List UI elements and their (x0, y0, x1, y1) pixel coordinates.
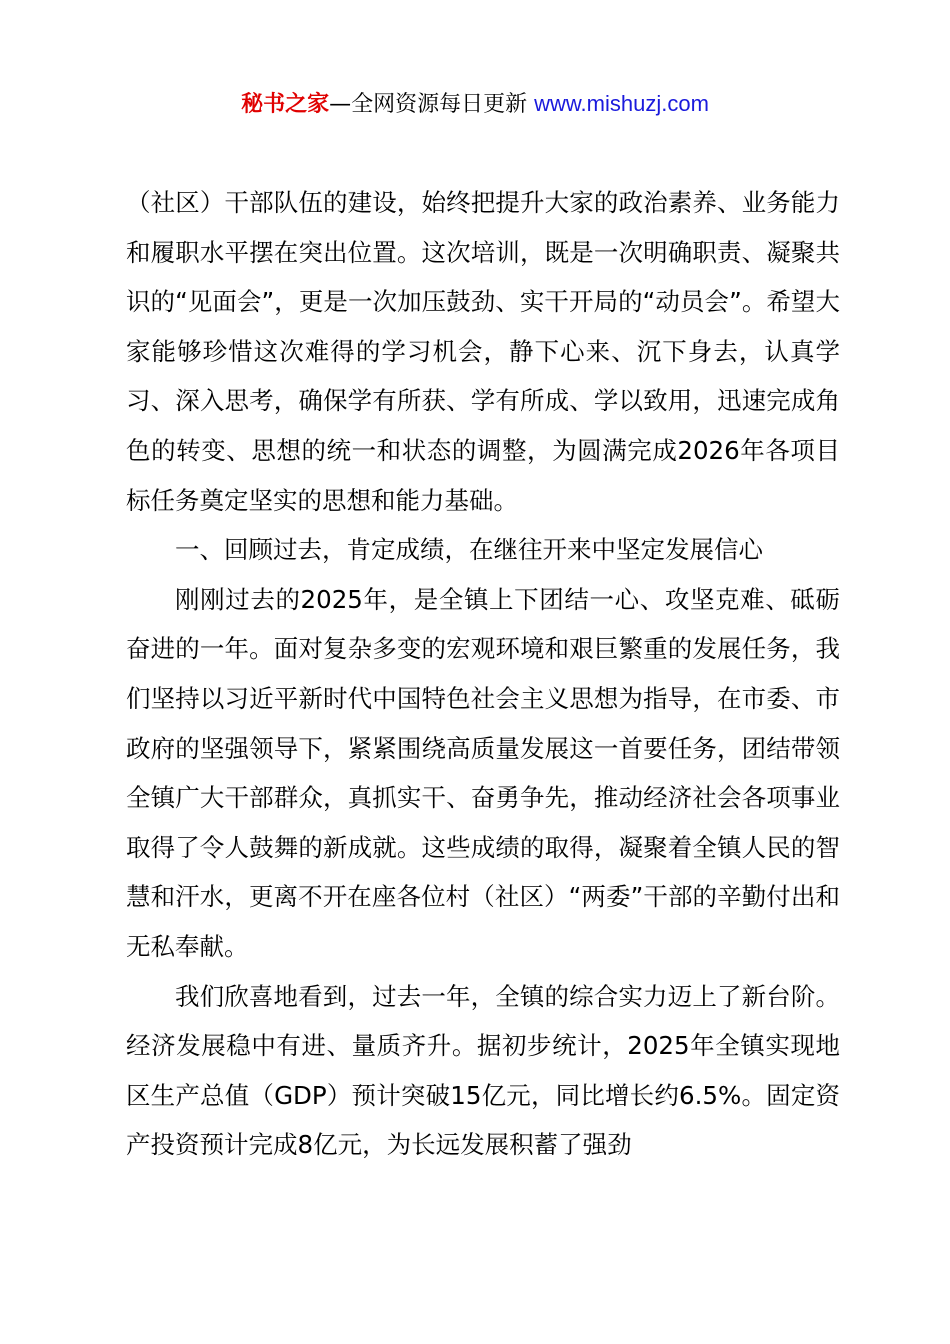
document-body (126, 178, 840, 1170)
brand-name: 秘书之家 (241, 92, 330, 117)
site-url-link[interactable]: www.mishuzj.com (534, 91, 709, 116)
page-header (0, 88, 950, 121)
paragraph-continuation: （社区）干部队伍的建设，始终把提升大家的政治素养、业务能力和履职水平摆在突出位置。这次培训，既是一次明确职责、凝聚共识的“见面会”，更是一次加压鼓劲、实干开局的“动员会”。希望大家能够珍惜这次难得的学习机会，静下心来、沉下身去，认真学习、深入思考，确保学有所获、学有所成、学以致用，迅速完成角色的转变、思想的统一和状态的调整，为圆满完成2026年各项目标任务奠定坚实的思想和能力基础。 (126, 188, 840, 515)
paragraph: 我们欣喜地看到，过去一年，全镇的综合实力迈上了新台阶。经济发展稳中有进、量质齐升。据初步统计，2025年全镇实现地区生产总值（GDP）预计突破15亿元，同比增长约6.5%。固定资产投资预计完成8亿元，为长远发展积蓄了强劲 (126, 981, 840, 1160)
header-tagline: —全网资源每日更新 (329, 92, 535, 117)
section-heading: 一、回顾过去，肯定成绩，在继往开来中坚定发展信心 (175, 535, 763, 565)
paragraph: 刚刚过去的2025年，是全镇上下团结一心、攻坚克难、砥砺奋进的一年。面对复杂多变的宏观环境和艰巨繁重的发展任务，我们坚持以习近平新时代中国特色社会主义思想为指导，在市委、市政府的坚强领导下，紧紧围绕高质量发展这一首要任务，团结带领全镇广大干部群众，真抓实干、奋勇争先，推动经济社会各项事业取得了令人鼓舞的新成就。这些成绩的取得，凝聚着全镇人民的智慧和汗水，更离不开在座各位村（社区）“两委”干部的辛勤付出和无私奉献。 (126, 584, 840, 961)
